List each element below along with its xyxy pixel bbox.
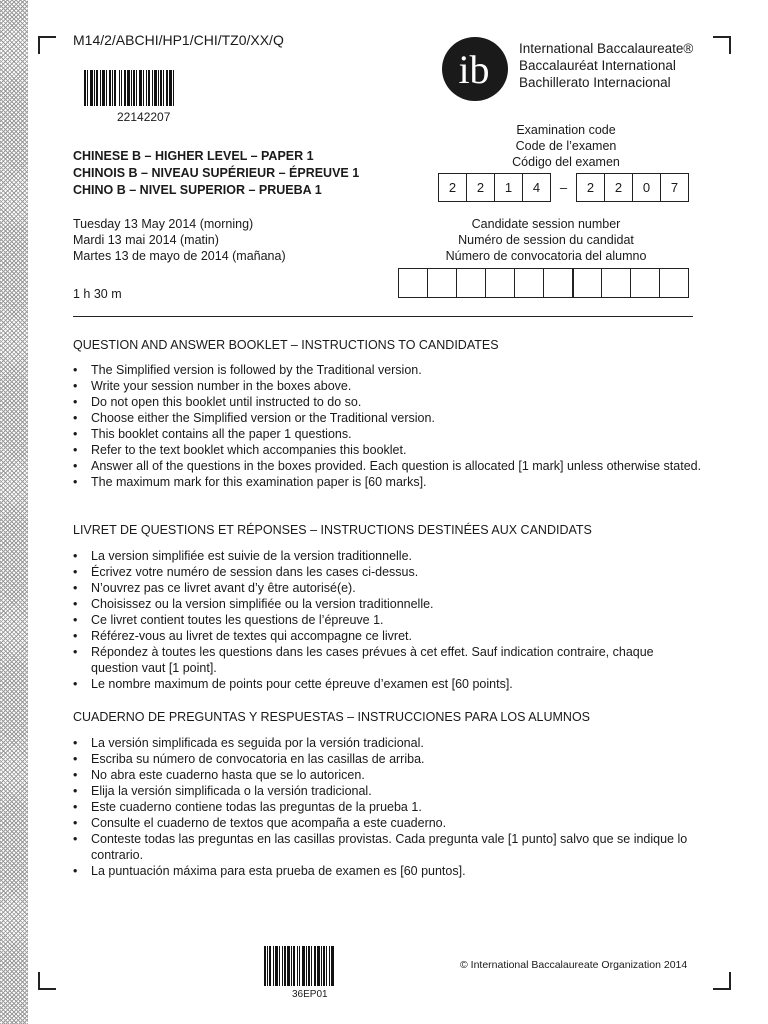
list-item: • Refer to the text booklet which accompanies this booklet. bbox=[73, 442, 703, 458]
barcode-bar bbox=[127, 70, 130, 106]
barcode-bar bbox=[90, 70, 93, 106]
barcode-bar bbox=[84, 70, 86, 106]
exam-code-digit: 2 bbox=[466, 173, 495, 202]
barcode-bar bbox=[121, 70, 122, 106]
session-number-box[interactable] bbox=[630, 268, 660, 298]
list-item: • Choose either the Simplified version or the Traditional version. bbox=[73, 410, 703, 426]
exam-code-label-en: Examination code bbox=[516, 123, 616, 137]
list-item: • Le nombre maximum de points pour cette épreuve d’examen est [60 points]. bbox=[73, 676, 703, 692]
exam-code-digit: 1 bbox=[494, 173, 523, 202]
barcode-bar bbox=[148, 70, 150, 106]
list-item: • Write your session number in the boxes above. bbox=[73, 378, 703, 394]
ib-logo-icon bbox=[441, 36, 509, 102]
date-en: Tuesday 13 May 2014 (morning) bbox=[73, 217, 254, 231]
barcode-bar bbox=[282, 946, 283, 986]
barcode-bar bbox=[163, 70, 164, 106]
barcode-bar bbox=[317, 946, 320, 986]
logo-mark: ib bbox=[458, 47, 490, 92]
barcode-bar bbox=[102, 70, 105, 106]
list-item: • Conteste todas las preguntas en las casillas provistas. Cada pregunta vale [1 punto] salvo que se indique lo contrario. bbox=[73, 831, 703, 863]
session-number-boxes[interactable] bbox=[398, 268, 689, 298]
section-heading-fr: LIVRET DE QUESTIONS ET RÉPONSES – INSTRUCTIONS DESTINÉES AUX CANDIDATS bbox=[73, 523, 592, 537]
exam-code-digit: 2 bbox=[576, 173, 605, 202]
barcode-bar bbox=[302, 946, 305, 986]
session-number-box[interactable] bbox=[601, 268, 631, 298]
exam-code-label-es: Código del examen bbox=[512, 155, 620, 169]
title-fr: CHINOIS B – NIVEAU SUPÉRIEUR – ÉPREUVE 1 bbox=[73, 166, 360, 180]
barcode-bar bbox=[323, 946, 325, 986]
instructions-list-en bbox=[73, 362, 703, 490]
session-number-box[interactable] bbox=[485, 268, 515, 298]
barcode-bar bbox=[124, 70, 126, 106]
barcode-bar bbox=[114, 70, 116, 106]
list-item: • La versión simplificada es seguida por la versión tradicional. bbox=[73, 735, 703, 751]
instructions-list-fr bbox=[73, 548, 703, 692]
barcode-bar bbox=[331, 946, 334, 986]
session-number-box[interactable] bbox=[572, 268, 602, 298]
exam-duration: 1 h 30 m bbox=[73, 287, 122, 301]
barcode-bar bbox=[160, 70, 162, 106]
barcode-bar bbox=[166, 70, 168, 106]
session-label-es: Número de convocatoria del alumno bbox=[445, 249, 647, 263]
list-item: • No abra este cuaderno hasta que se lo autoricen. bbox=[73, 767, 703, 783]
session-number-box[interactable] bbox=[543, 268, 573, 298]
barcode-bar bbox=[94, 70, 95, 106]
date-fr: Mardi 13 mai 2014 (matin) bbox=[73, 233, 219, 247]
barcode-bar bbox=[314, 946, 316, 986]
barcode-bar bbox=[119, 70, 120, 106]
barcode-bar bbox=[87, 70, 88, 106]
barcode-bar bbox=[169, 70, 172, 106]
list-item: • The maximum mark for this examination paper is [60 marks]. bbox=[73, 474, 703, 490]
list-item: • Référez-vous au livret de textes qui accompagne ce livret. bbox=[73, 628, 703, 644]
binding-strip bbox=[0, 0, 28, 1024]
session-number-box[interactable] bbox=[659, 268, 689, 298]
exam-code-digit: 2 bbox=[438, 173, 467, 202]
session-number-box[interactable] bbox=[456, 268, 486, 298]
list-item: • Ce livret contient toutes les questions de l’épreuve 1. bbox=[73, 612, 703, 628]
barcode-bar bbox=[158, 70, 159, 106]
barcode-bar bbox=[131, 70, 132, 106]
exam-date bbox=[73, 216, 286, 264]
barcode-number: 22142207 bbox=[117, 110, 171, 124]
session-number-box[interactable] bbox=[427, 268, 457, 298]
ib-logo bbox=[441, 36, 509, 102]
exam-code-digit: 7 bbox=[660, 173, 689, 202]
session-label-fr: Numéro de session du candidat bbox=[458, 233, 634, 247]
paper-code: M14/2/ABCHI/HP1/CHI/TZ0/XX/Q bbox=[73, 32, 284, 48]
barcode-bar bbox=[106, 70, 107, 106]
session-number-box[interactable] bbox=[514, 268, 544, 298]
barcode-bar bbox=[297, 946, 298, 986]
ib-name-fr: Baccalauréat International bbox=[519, 58, 676, 73]
list-item: • Répondez à toutes les questions dans les cases prévues à cet effet. Sauf indication contraire, chaque question vaut [1 point]. bbox=[73, 644, 703, 676]
barcode-bar bbox=[100, 70, 101, 106]
barcode-bar bbox=[308, 946, 310, 986]
session-number-labels bbox=[426, 216, 666, 264]
crop-mark-top-left bbox=[38, 36, 56, 54]
list-item: • Écrivez votre numéro de session dans les cases ci-dessus. bbox=[73, 564, 703, 580]
barcode-bar bbox=[287, 946, 290, 986]
barcode-bar bbox=[299, 946, 300, 986]
list-item: • Elija la versión simplificada o la versión tradicional. bbox=[73, 783, 703, 799]
footer-code: 36EP01 bbox=[292, 989, 328, 1000]
barcode-bar bbox=[293, 946, 295, 986]
list-item: • This booklet contains all the paper 1 questions. bbox=[73, 426, 703, 442]
ib-name-block bbox=[519, 40, 693, 91]
exam-code-digit: 0 bbox=[632, 173, 661, 202]
title-en: CHINESE B – HIGHER LEVEL – PAPER 1 bbox=[73, 149, 314, 163]
barcode-bar bbox=[136, 70, 137, 106]
ib-name-en: International Baccalaureate® bbox=[519, 41, 694, 56]
barcode-bar bbox=[152, 70, 153, 106]
title-es: CHINO B – NIVEL SUPERIOR – PRUEBA 1 bbox=[73, 183, 322, 197]
bottom-barcode bbox=[264, 946, 356, 986]
list-item: • La puntuación máxima para esta prueba de examen es [60 puntos]. bbox=[73, 863, 703, 879]
barcode-bar bbox=[275, 946, 278, 986]
list-item: • Consulte el cuaderno de textos que acompaña a este cuaderno. bbox=[73, 815, 703, 831]
barcode-bar bbox=[321, 946, 322, 986]
crop-mark-bottom-left bbox=[38, 972, 56, 990]
instructions-list-es bbox=[73, 735, 703, 879]
barcode-bar bbox=[269, 946, 271, 986]
list-item: • Choisissez ou la version simplifiée ou la version traditionnelle. bbox=[73, 596, 703, 612]
list-item: • N’ouvrez pas ce livret avant d’y être autorisé(e). bbox=[73, 580, 703, 596]
barcode-bar bbox=[267, 946, 268, 986]
section-heading-en: QUESTION AND ANSWER BOOKLET – INSTRUCTIONS TO CANDIDATES bbox=[73, 338, 499, 352]
exam-code-digit: 2 bbox=[604, 173, 633, 202]
date-es: Martes 13 de mayo de 2014 (mañana) bbox=[73, 249, 286, 263]
list-item: • The Simplified version is followed by the Traditional version. bbox=[73, 362, 703, 378]
barcode-bar bbox=[112, 70, 113, 106]
copyright: © International Baccalaureate Organization 2014 bbox=[460, 959, 688, 971]
barcode-bar bbox=[284, 946, 286, 986]
barcode-bar bbox=[329, 946, 330, 986]
barcode-bar bbox=[133, 70, 135, 106]
barcode-bar bbox=[143, 70, 144, 106]
barcode-bar bbox=[109, 70, 111, 106]
barcode-bar bbox=[146, 70, 147, 106]
session-label-en: Candidate session number bbox=[471, 217, 621, 231]
crop-mark-bottom-right bbox=[713, 972, 731, 990]
barcode-bar bbox=[279, 946, 280, 986]
list-item: • La version simplifiée est suivie de la version traditionnelle. bbox=[73, 548, 703, 564]
barcode-bar bbox=[291, 946, 292, 986]
header-divider bbox=[73, 316, 693, 317]
list-item: • Do not open this booklet until instructed to do so. bbox=[73, 394, 703, 410]
session-number-box[interactable] bbox=[398, 268, 428, 298]
barcode-bar bbox=[306, 946, 307, 986]
exam-code-label-fr: Code de l’examen bbox=[515, 139, 617, 153]
barcode-bar bbox=[311, 946, 312, 986]
barcode-bar bbox=[264, 946, 266, 986]
barcode-bar bbox=[326, 946, 327, 986]
section-heading-es: CUADERNO DE PREGUNTAS Y RESPUESTAS – INSTRUCCIONES PARA LOS ALUMNOS bbox=[73, 710, 591, 724]
barcode-bar bbox=[154, 70, 157, 106]
list-item: • Answer all of the questions in the boxes provided. Each question is allocated [1 mark] unless otherwise stated. bbox=[73, 458, 703, 474]
ib-name-es: Bachillerato Internacional bbox=[519, 75, 671, 90]
crop-mark-top-right bbox=[713, 36, 731, 54]
barcode-bar bbox=[273, 946, 274, 986]
paper-title bbox=[73, 148, 359, 199]
list-item: • Escriba su número de convocatoria en las casillas de arriba. bbox=[73, 751, 703, 767]
exam-code-labels bbox=[466, 122, 666, 170]
exam-code-boxes bbox=[438, 173, 689, 202]
exam-code-separator: – bbox=[559, 180, 568, 195]
top-barcode bbox=[84, 70, 186, 106]
barcode-bar bbox=[96, 70, 98, 106]
exam-code-digit: 4 bbox=[522, 173, 551, 202]
barcode-bar bbox=[139, 70, 142, 106]
barcode-bar bbox=[173, 70, 174, 106]
list-item: • Este cuaderno contiene todas las preguntas de la prueba 1. bbox=[73, 799, 703, 815]
